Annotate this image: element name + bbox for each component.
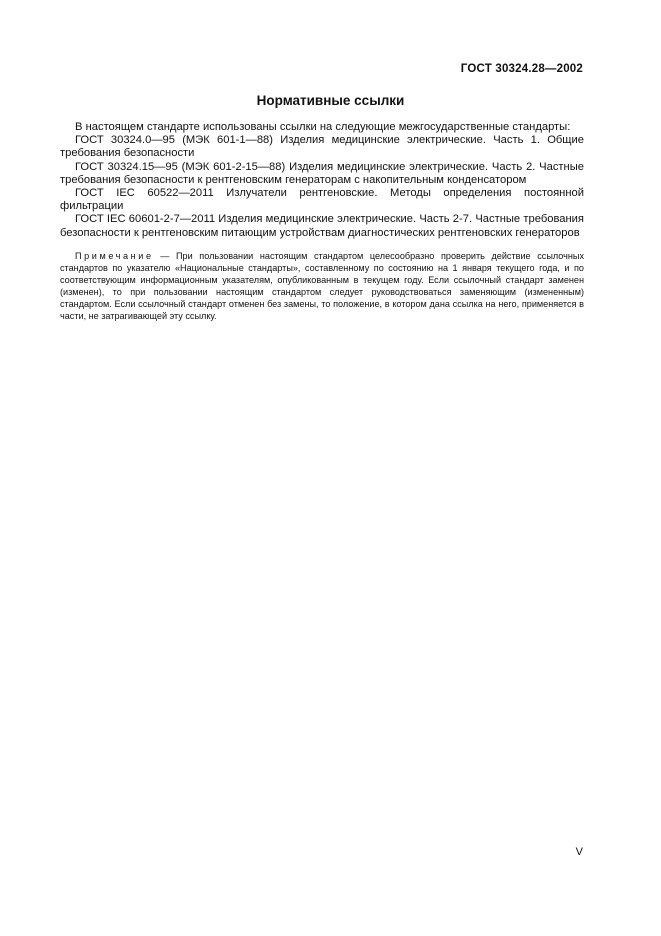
reference-item: ГОСТ 30324.15—95 (МЭК 601-2-15—88) Изделия медицинские электрические. Часть 2. Частные требования безопасности к рентгеновским генераторам с накопительным конденсатором: [60, 160, 584, 186]
section-title: Нормативные ссылки: [256, 93, 405, 108]
reference-item: ГОСТ IEC 60601-2-7—2011 Изделия медицинские электрические. Часть 2-7. Частные требования безопасности к рентгеновским питающим устройствам диагностических рентгеновских генераторов: [60, 213, 584, 239]
document-number: ГОСТ 30324.28—2002: [460, 63, 583, 75]
reference-item: ГОСТ 30324.0—95 (МЭК 601-1—88) Изделия медицинские электрические. Часть 1. Общие требования безопасности: [60, 134, 584, 160]
references-block: [60, 121, 584, 240]
note-paragraph: [60, 250, 584, 322]
note-block: [60, 250, 584, 322]
intro-paragraph: В настоящем стандарте использованы ссылки на следующие межгосударственные стандарты:: [75, 121, 571, 133]
reference-item: ГОСТ IEC 60522—2011 Излучатели рентгеновские. Методы определения постоянной фильтрации: [60, 187, 584, 213]
note-body: — При пользовании настоящим стандартом целесообразно проверить действие ссылочных стандартов по указателю «Национальные стандарты», составленному по состоянию на 1 января текущего года, и по соответствующим информационным указателям, опубликованным в текущем году. Если ссылочный стандарт заменен (изменен), то при пользовании настоящим стандартом следует руководствоваться заменяющим (измененным) стандартом. Если ссылочный стандарт отменен без замены, то положение, в котором дана ссылка на него, применяется в части, не затрагивающей эту ссылку.: [60, 251, 584, 321]
page-number: V: [575, 846, 583, 858]
note-label: Примечание: [75, 251, 154, 261]
